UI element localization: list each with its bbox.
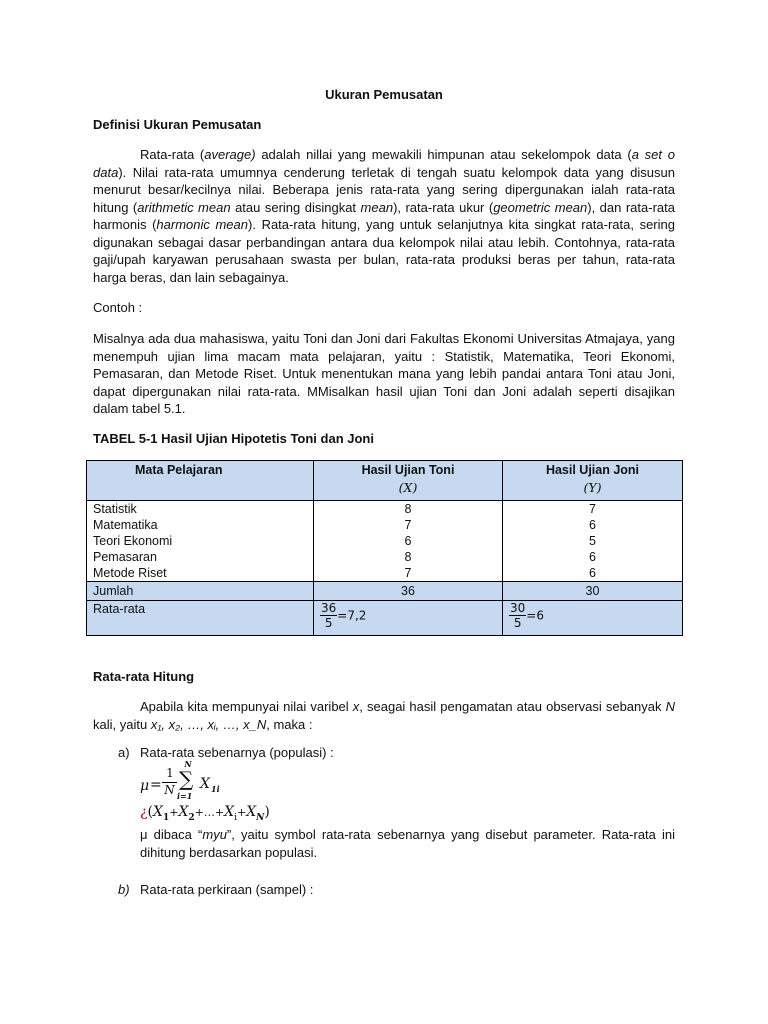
avg-toni: $\frac{36}{5}$ =7,2	[314, 601, 503, 636]
table-row	[87, 565, 683, 582]
paragraph-example: Misalnya ada dua mahasiswa, yaitu Toni dan Joni dari Fakultas Ekonomi Universitas Atmajaya, yang menempuh ujian lima macam mata pelajaran, yaitu : Statistik, Matematika, Teori Ekonomi, Pemasaran, dan Metode Riset. Untuk menentukan mana yang lebih pandai antara Toni atau Joni, dapat dipergunakan nilai rata-rata. MMisalkan hasil ujian Toni dan Joni adalah seperti disajikan dalam tabel 5.1.	[93, 331, 675, 416]
avg-label: Rata-rata	[87, 601, 314, 636]
header-subject: Mata Pelajaran	[87, 461, 314, 501]
cell-toni: 7	[314, 565, 503, 582]
cell-toni: 6	[314, 533, 503, 549]
table-row-sum	[87, 582, 683, 601]
paragraph-intro: Apabila kita mempunyai nilai varibel x, seagai hasil pengamatan atau observasi sebanyak N kali, yaitu x₁, x₂, …, xᵢ, …, x_N, maka :	[93, 699, 675, 732]
sum-label: Jumlah	[87, 582, 314, 601]
cell-subject: Statistik	[87, 501, 314, 518]
avg-joni: $\frac{30}{5}$ =6	[503, 601, 683, 636]
sum-joni: 30	[503, 582, 683, 601]
table-header-row	[87, 461, 683, 501]
fraction-joni: $\frac{30}{5}$	[510, 601, 526, 630]
cell-subject: Teori Ekonomi	[87, 533, 314, 549]
contoh-label: Contoh :	[93, 300, 143, 315]
cell-subject: Metode Riset	[87, 565, 314, 582]
cell-toni: 8	[314, 549, 503, 565]
table-caption: TABEL 5-1 Hasil Ujian Hipotetis Toni dan Joni	[93, 431, 374, 446]
table-row-average	[87, 601, 683, 636]
header-toni: Hasil Ujian Toni (X)	[314, 461, 503, 501]
item-a-title: Rata-rata sebenarnya (populasi) :	[140, 745, 334, 760]
cell-toni: 8	[314, 501, 503, 518]
item-a-label: a)	[118, 745, 130, 760]
cell-joni: 6	[503, 565, 683, 582]
sum-toni: 36	[314, 582, 503, 601]
table-row	[87, 501, 683, 518]
formula-population-mean: μ = 1 N N ∑ i=1 X 1i	[140, 759, 220, 801]
paragraph-definition: Rata-rata (average) adalah nillai yang mewakili himpunan atau sekelompok data (a set o data). Nilai rata-rata umumnya cenderung terletak di tengah suatu kelompok data yang disusun menurut besar/kecilnya nilai. Beberapa jenis rata-rata yang sering dipergunakan ialah rata-rata hitung (arithmetic mean atau sering disingkat mean), rata-rata ukur (geometric mean), dan rata-rata harmonis (harmonic mean). Rata-rata hitung, yang untuk selanjutnya kita singkat rata-rata, sering digunakan sebagai dasar perbandingan antara dua kelompok nilai atau lebih. Contohnya, rata-rata gaji/upah karyawan perusahaan swasta per bulan, rata-rata produksi beras per tahun, rata-rata harga beras, dan lain sebagainya.	[93, 147, 675, 285]
cell-subject: Pemasaran	[87, 549, 314, 565]
fraction-toni: $\frac{36}{5}$	[321, 601, 337, 630]
cell-joni: 6	[503, 517, 683, 533]
section-heading-rata-rata-hitung: Rata-rata Hitung	[93, 669, 195, 684]
mu-description: μ dibaca “myu”, yaitu symbol rata-rata sebenarnya yang disebut parameter. Rata-rata ini dihitung berdasarkan populasi.	[140, 827, 676, 860]
item-b-title: Rata-rata perkiraan (sampel) :	[140, 882, 314, 897]
cell-joni: 6	[503, 549, 683, 565]
cell-joni: 5	[503, 533, 683, 549]
table-row	[87, 533, 683, 549]
section-heading-definisi: Definisi Ukuran Pemusatan	[93, 117, 262, 132]
cell-joni: 7	[503, 501, 683, 518]
header-joni: Hasil Ujian Joni (Y)	[503, 461, 683, 501]
exam-results-table	[86, 460, 683, 636]
table-row	[87, 549, 683, 565]
cell-subject: Matematika	[87, 517, 314, 533]
cell-toni: 7	[314, 517, 503, 533]
formula-expansion: ¿$(X_1+X_2+\dots+X_i+X_N)$	[140, 804, 270, 823]
item-b-label: b)	[118, 882, 130, 897]
page-title: Ukuran Pemusatan	[325, 87, 443, 102]
table-row	[87, 517, 683, 533]
